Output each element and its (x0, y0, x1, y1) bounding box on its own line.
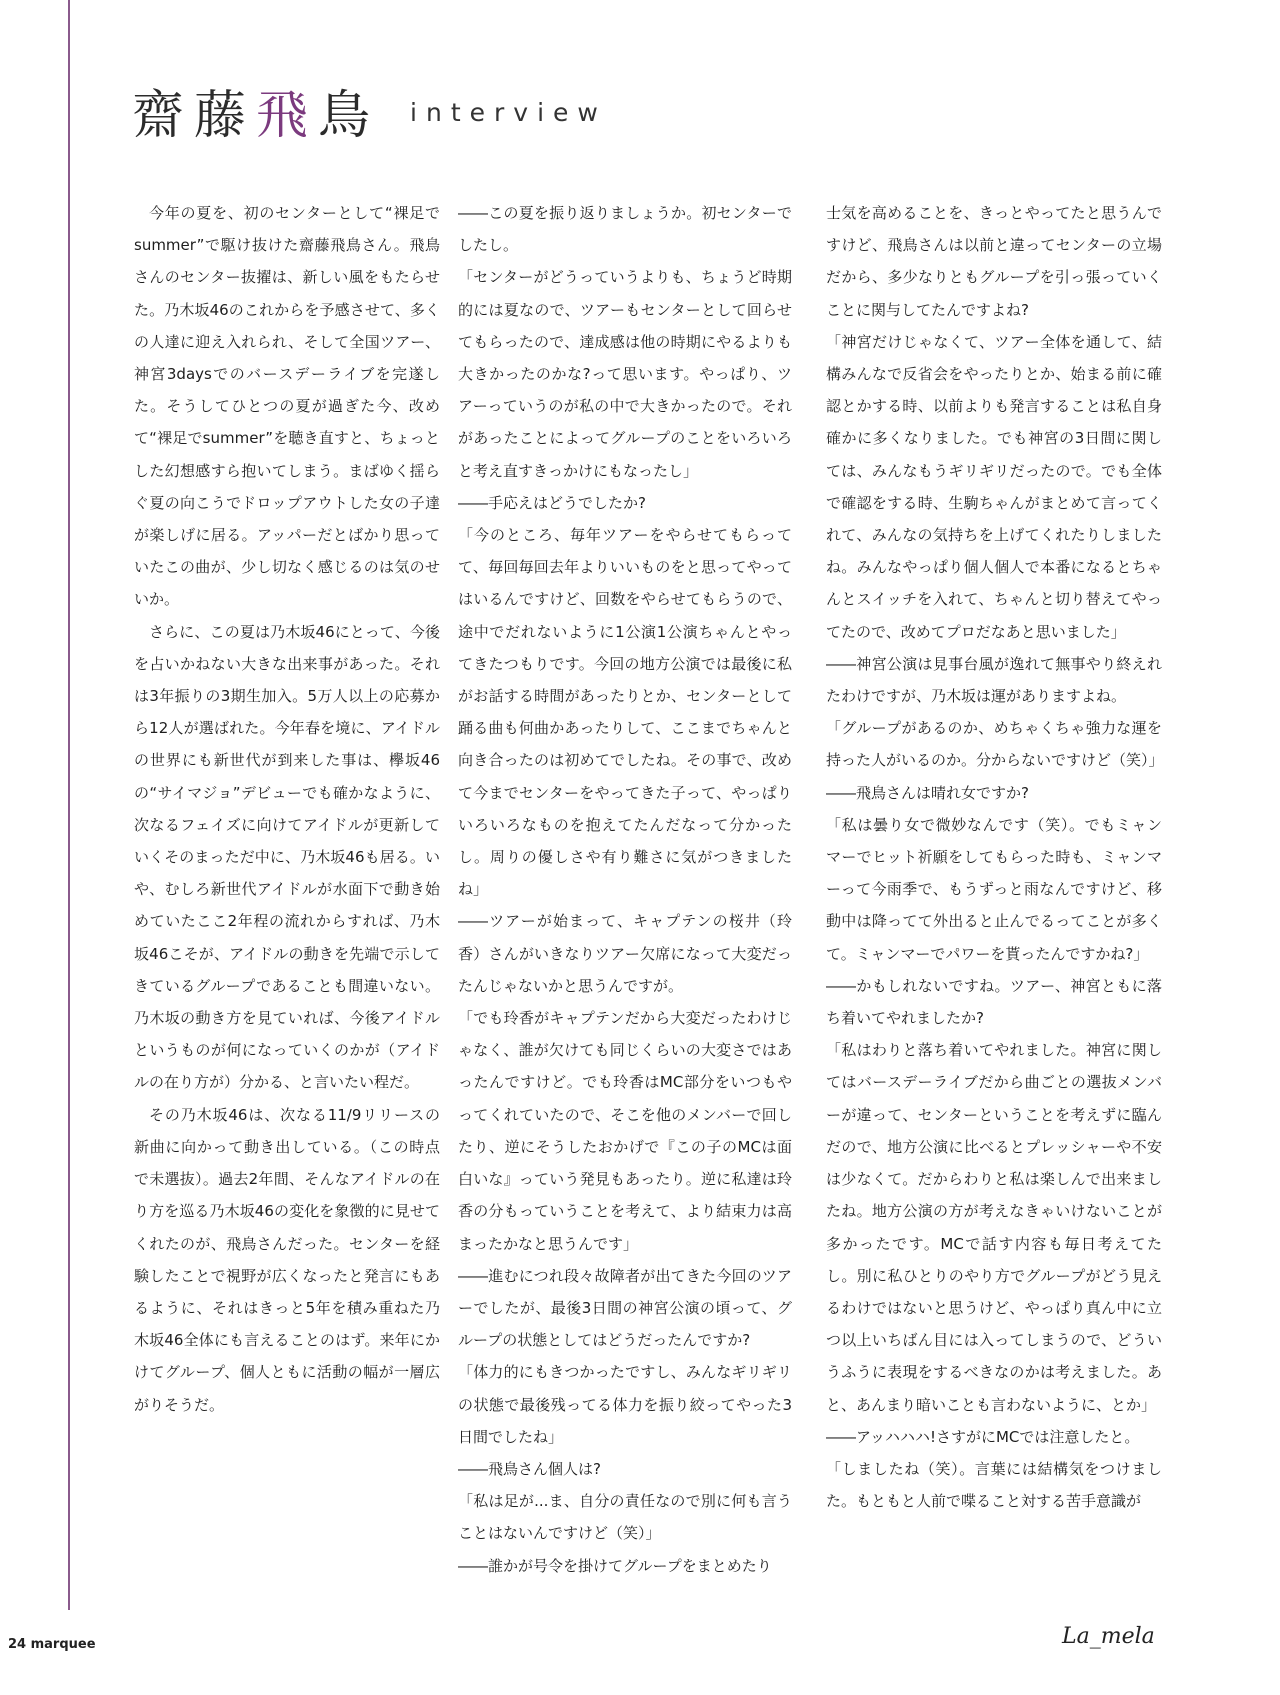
column-1 (134, 197, 440, 1421)
column-3 (826, 197, 1162, 1517)
question: ――誰かが号令を掛けてグループをまとめたり (458, 1556, 772, 1575)
question: ――神宮公演は見事台風が逸れて無事やり終えれたわけですが、乃木坂は運がありますよね。 (826, 654, 1162, 706)
answer: 「センターがどうっていうよりも、ちょうど時期的には夏なので、ツアーもセンターとして回らせてもらったので、達成感は他の時期にやるよりも大きかったのかな?って思います。やっぱり、ツアーっていうのが私の中で大きかったので。それがあったことによってグループのことをいろいろと考え直すきっかけにもなったし」 (458, 268, 792, 480)
answer: 「今のところ、毎年ツアーをやらせてもらってて、毎回毎回去年よりいいものをと思ってやってはいるんですけど、回数をやらせてもらうので、途中でだれないように1公演1公演ちゃんとやってきたつもりです。今回の地方公演では最後に私がお話する時間があったりとか、センターとして踊る曲も何曲かあったりして、ここまでちゃんと向き合ったのは初めてでしたね。その事で、改めて今までセンターをやってきた子って、やっぱりいろいろなものを抱えてたんだなって分かったし。周りの優しさや有り難さに気がつきましたね」 (458, 526, 792, 899)
paragraph: その乃木坂46は、次なる11/9リリースの新曲に向かって動き出している。（この時点で未選抜）。過去2年間、そんなアイドルの在り方を巡る乃木坂46の変化を象徴的に見せてくれたのが、飛鳥さんだった。センターを経験したことで視野が広くなったと発言にもあるように、それはきっと5年を積み重ねた乃木坂46全体にも言えることのはず。来年にかけてグループ、個人ともに活動の幅が一層広がりそうだ。 (134, 1105, 440, 1414)
paragraph: 士気を高めることを、きっとやってたと思うんですけど、飛鳥さんは以前と違ってセンターの立場だから、多少なりともグループを引っ張っていくことに関与してたんですよね? (826, 204, 1162, 319)
interview-label: interview (410, 97, 607, 127)
answer: 「私は足が...ま、自分の責任なので別に何も言うことはないんですけど（笑）」 (458, 1492, 792, 1543)
interviewee-name: 齋藤飛鳥 (132, 85, 381, 146)
question: ――飛鳥さん個人は? (458, 1459, 601, 1478)
question: ――ツアーが始まって、キャプテンの桜井（玲香）さんがいきなりツアー欠席になって大変だったんじゃないかと思うんですが。 (458, 912, 792, 995)
paragraph: さらに、この夏は乃木坂46にとって、今後を占いかねない大きな出来事があった。それは3年振りの3期生加入。5万人以上の応募から12人が選ばれた。今年春を境に、アイドルの世界にも新世代が到来した事は、欅坂46の“サイマジョ”デビューでも確かなように、次なるフェイズに向けてアイドルが更新していくそのまっただ中に、乃木坂46も居る。いや、むしろ新世代アイドルが水面下で動き始めていたここ2年程の流れからすれば、乃木坂46こそが、アイドルの動きを先端で示してきているグループであることも間違いない。乃木坂の動き方を見ていれば、今後アイドルというものが何になっていくのかが（アイドルの在り方が）分かる、と言いたい程だ。 (134, 622, 440, 1092)
answer: 「体力的にもきつかったですし、みんなギリギリの状態で最後残ってる体力を振り絞ってやった3日間でしたね」 (458, 1363, 792, 1446)
page-number-label: 24 marquee (8, 1637, 96, 1652)
answer: 「でも玲香がキャプテンだから大変だったわけじゃなく、誰が欠けても同じくらいの大変さではあったんですけど。でも玲香はMC部分をいつもやってくれていたので、そこを他のメンバーで回したり、逆にそうしたおかげで『この子のMCは面白いな』っていう発見もあったり。逆に私達は玲香の分もっていうことを考えて、より結束力は高まったかなと思うんです」 (458, 1009, 792, 1253)
answer: 「グループがあるのか、めちゃくちゃ強力な運を持った人がいるのか。分からないですけど（笑）」 (826, 719, 1164, 770)
paragraph: 今年の夏を、初のセンターとして“裸足でsummer”で駆け抜けた齋藤飛鳥さん。飛鳥さんのセンター抜擢は、新しい風をもたらせた。乃木坂46のこれからを予感させて、多くの人達に迎え入れられ、そして全国ツアー、神宮3daysでのバースデーライブを完遂した。そうしてひとつの夏が過ぎた今、改めて“裸足でsummer”を聴き直すと、ちょっとした幻想感すら抱いてしまう。まばゆく揺らぐ夏の向こうでドロップアウトした女の子達が楽しげに居る。アッパーだとばかり思っていたこの曲が、少し切なく感じるのは気のせいか。 (134, 204, 440, 609)
question: ――この夏を振り返りましょうか。初センターでしたし。 (458, 204, 792, 255)
left-margin-rule (68, 0, 70, 1610)
question: ――かもしれないですね。ツアー、神宮ともに落ち着いてやれましたか? (826, 976, 1162, 1028)
column-2 (458, 197, 792, 1582)
answer: 「神宮だけじゃなくて、ツアー全体を通して、結構みんなで反省会をやったりとか、始まる前に確認とかする時、以前よりも発言することは私自身確かに多くなりました。でも神宮の3日間に関しては、みんなもうギリギリだったので。でも全体で確認をする時、生駒ちゃんがまとめて言ってくれて、みんなの気持ちを上げてくれたりしましたね。みんなやっぱり個人個人で本番になるとちゃんとスイッチを入れて、ちゃんと切り替えてやってたので、改めてプロだなあと思いました」 (826, 332, 1162, 641)
answer: 「しましたね（笑）。言葉には結構気をつけました。もともと人前で喋ること対する苦手意識が (826, 1459, 1162, 1511)
question: ――飛鳥さんは晴れ女ですか? (826, 783, 1029, 802)
scanner-signature: La_mela (1062, 1624, 1155, 1649)
name-accent-character: 飛 (256, 85, 319, 146)
question: ――進むにつれ段々故障者が出てきた今回のツアーでしたが、最後3日間の神宮公演の頃って、グループの状態としてはどうだったんですか? (458, 1266, 792, 1350)
question: ――アッハハハ!さすがにMCでは注意したと。 (826, 1427, 1140, 1446)
answer: 「私はわりと落ち着いてやれました。神宮に関してはバースデーライブだから曲ごとの選抜メンバーが違って、センターということを考えずに臨んだので、地方公演に比べるとプレッシャーや不安は少なくて。だからわりと私は楽しんで出来ましたね。地方公演の方が考えなきゃいけないことが多かったです。MCで話す内容も毎日考えてたし。別に私ひとりのやり方でグループがどう見えるわけではないと思うけど、やっぱり真ん中に立つ以上いちばん目には入ってしまうので、どういうふうに表現をするべきなのかは考えました。あと、あんまり暗いことも言わないように、とか」 (826, 1041, 1162, 1414)
question: ――手応えはどうでしたか? (458, 493, 646, 512)
answer: 「私は曇り女で微妙なんです（笑）。でもミャンマーでヒット祈願をしてもらった時も、ミャンマーって今雨季で、もうずっと雨なんですけど、移動中は降ってて外出ると止んでるってことが多くて。ミャンマーでパワーを貰ったんですかね?」 (826, 815, 1162, 963)
article-title (132, 70, 607, 150)
